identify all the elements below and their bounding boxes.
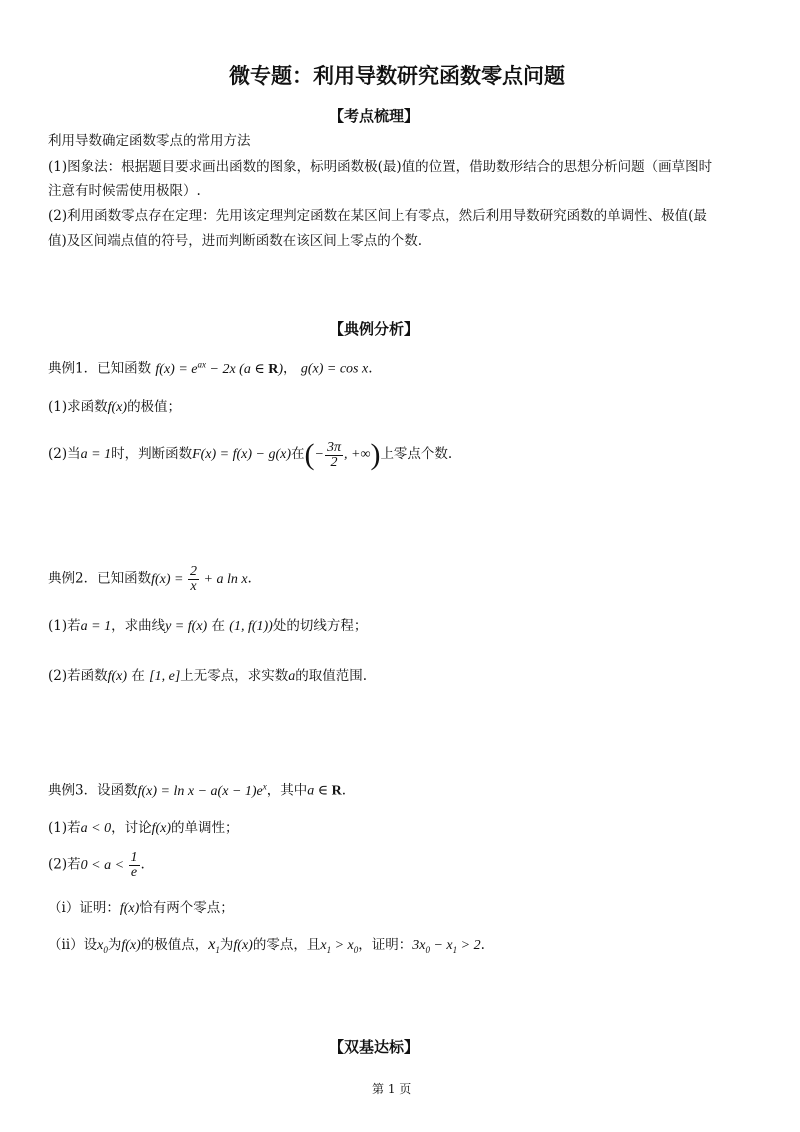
page-number: 第 1 页 [372, 1082, 412, 1096]
example2-q2-suffix: 上无零点，求实数 [180, 668, 289, 684]
example3-qii-mid2: 的极值点， [140, 937, 209, 953]
example3-q1-suffix: 的单调性； [171, 820, 239, 836]
example2-prefix: 典例2．已知函数 [48, 570, 152, 587]
example3-q1-mid: ，讨论 [111, 820, 152, 836]
section-heading-key-points: 【考点梳理】 [329, 107, 420, 125]
example3-part-ii: （ⅱ）设$x_0$为f(x)的极值点，$x_1$为f(x)的零点，且$x_1 > x_0$，证明：$3x_0 - x_1 > 2$. [48, 936, 485, 956]
fx-expr: f(x) [121, 938, 141, 953]
example3-prefix: 典例3．设函数 [48, 782, 138, 799]
example3-part-i [48, 898, 234, 919]
example2-q2-mid: 在 [131, 668, 145, 684]
goal-inequality: $3x_0 - x_1 > 2$ [412, 938, 481, 955]
example2-q1-mid: ，求曲线 [111, 618, 166, 634]
example2-q1-prefix: (1)若 [48, 618, 81, 634]
example3-qii-mid5: ，证明： [358, 937, 413, 953]
example1-q1-suffix: 的极值； [127, 399, 182, 415]
example3-qi-suffix: 恰有两个零点； [139, 900, 234, 916]
example3-question1 [48, 818, 239, 839]
interval-expression: (− $\frac{3\pi}{2}$ , +∞) [304, 438, 381, 471]
condition-a-negative: a < 0 [80, 821, 112, 836]
section-heading-examples: 【典例分析】 [329, 320, 420, 338]
example2-q1-mid2: 在 [211, 618, 225, 634]
method1-line2: 注意有时候需使用极限）. [48, 183, 201, 199]
method1-line1: (1)图象法：根据题目要求画出函数的图象，标明函数极(最)值的位置，借助数形结合的思想分析问题（画草图时 [48, 159, 713, 175]
fx-expr: f(x) [233, 938, 253, 953]
method2-line1: (2)利用函数零点存在定理：先用该定理判定函数在某区间上有零点，然后利用导数研究函数的单调性、极值(最 [48, 208, 707, 224]
example1-q2-prefix: (2)当 [48, 446, 81, 463]
condition-a-equals-1: a = 1 [80, 447, 112, 463]
example2-q1-suffix: 处的切线方程； [272, 618, 368, 634]
fx-expr: f(x) [151, 821, 172, 836]
example1-g-definition: g(x) = cos x [300, 361, 369, 377]
condition-a-in-R: a ∈ R [307, 783, 342, 799]
example1-question1 [48, 397, 181, 418]
method2-line2: 值)及区间端点值的符号，进而判断函数在该区间上零点的个数. [48, 233, 423, 249]
point-expression: (1, f(1)) [229, 619, 273, 634]
curve-expression: y = f(x) [165, 619, 208, 634]
example2-q2-end: 的取值范围. [295, 668, 368, 684]
fx-expr: f(x) [107, 400, 128, 415]
relation-x1-gt-x0: $x_1 > x_0$ [320, 938, 359, 955]
page-title: 微专题：利用导数研究函数零点问题 [229, 64, 565, 88]
example1-q2-mid1: 时，判断函数 [111, 446, 193, 463]
F-definition: F(x) = f(x) − g(x) [192, 447, 292, 463]
example2-q2-prefix: (2)若函数 [48, 668, 108, 684]
example1-statement: 典例1．已知函数 $f(x) = e^{ax} - 2x$ (a ∈ R)， g(x) = cos x. [48, 359, 373, 377]
example2-question1 [48, 616, 367, 637]
example3-statement: 典例3．设函数$f(x) = \ln x - a(x - 1)e^x$，其中a ∈ R. [48, 781, 347, 799]
var-x0: $x_0$ [97, 938, 108, 955]
example3-question2: (2)若0 < a < $\frac{1}{e}$ . [48, 850, 145, 880]
example3-qi-prefix: （ⅰ）证明： [48, 900, 120, 916]
example1-prefix: 典例1．已知函数 [48, 360, 152, 377]
variable-a: a [288, 669, 296, 684]
condition-a-equals-1: a = 1 [80, 619, 112, 634]
example3-mid: ，其中 [266, 782, 308, 799]
example1-q2-mid2: 在 [291, 446, 305, 463]
example2-statement: 典例2．已知函数f(x) = $\frac{2}{x}$ + a ln x. [48, 564, 252, 594]
var-x1: $x_1$ [208, 936, 220, 956]
example2-question2 [48, 666, 367, 687]
example3-q1-prefix: (1)若 [48, 820, 81, 836]
intro-text: 利用导数确定函数零点的常用方法 [48, 133, 251, 149]
example3-qii-mid1: 为 [107, 937, 122, 953]
fx-expr: f(x) [107, 669, 128, 684]
example3-f-definition: $f(x) = \ln x - a(x - 1)e^x$ [137, 781, 267, 799]
example1-q2-suffix: 上零点个数. [380, 446, 453, 463]
example1-question2 [48, 440, 452, 470]
interval-1-e: [1, e] [149, 669, 181, 684]
condition-a-range: 0 < a < $\frac{1}{e}$ [80, 850, 138, 880]
example3-q2-prefix: (2)若 [48, 856, 81, 873]
example1-f-definition: $f(x) = e^{ax} - 2x$ (a ∈ R) [155, 359, 284, 377]
example3-qii-mid4: 的零点，且 [252, 937, 321, 953]
example3-qii-prefix: （ⅱ）设 [48, 937, 98, 953]
section-heading-basic-practice: 【双基达标】 [329, 1038, 420, 1056]
example3-qii-mid3: 为 [219, 937, 234, 953]
example1-q1-prefix: (1)求函数 [48, 399, 108, 415]
example2-f-definition: f(x) = $\frac{2}{x}$ + a ln x [151, 564, 248, 594]
fx-expr: f(x) [119, 901, 140, 916]
